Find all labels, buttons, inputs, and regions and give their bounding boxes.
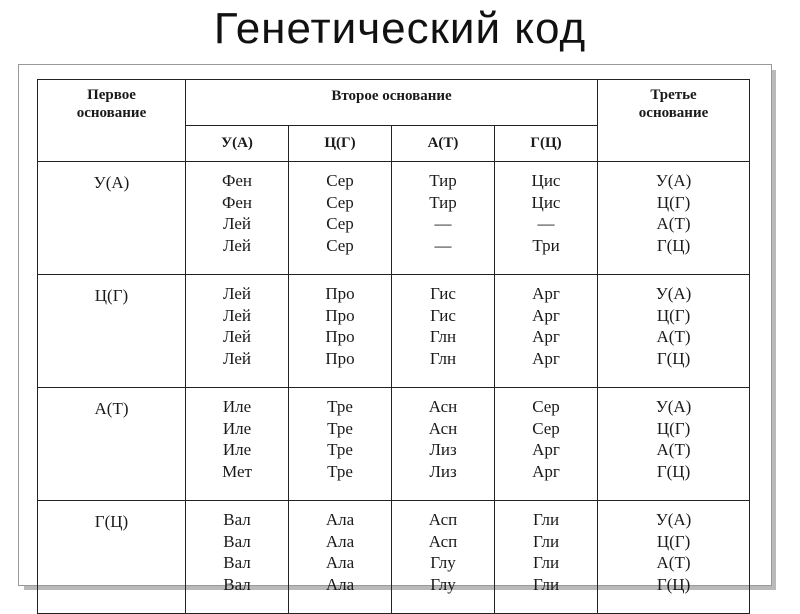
third-base: Ц(Г) bbox=[656, 305, 691, 325]
amino-acid: Арг bbox=[532, 440, 560, 459]
amino-acid: Лей bbox=[222, 327, 252, 346]
amino-acid: Арг bbox=[532, 327, 560, 346]
amino-acid: Асп bbox=[428, 510, 458, 529]
third-base: Ц(Г) bbox=[656, 531, 691, 551]
amino-acid: Глн bbox=[429, 348, 457, 368]
amino-acid-cell bbox=[186, 275, 289, 388]
amino-acid: — bbox=[434, 214, 452, 233]
table-row bbox=[38, 162, 750, 275]
amino-acid: Гли bbox=[532, 531, 560, 551]
first-base-cell: А(Т) bbox=[38, 388, 186, 501]
amino-acid: Асп bbox=[428, 531, 458, 551]
amino-acid-cell bbox=[392, 388, 495, 501]
amino-acid: Мет bbox=[222, 461, 252, 481]
amino-acid: Сер bbox=[532, 418, 560, 438]
genetic-code-table bbox=[37, 79, 750, 614]
amino-acid: Тре bbox=[327, 418, 353, 438]
third-base: А(Т) bbox=[656, 553, 691, 572]
amino-acid: Вал bbox=[223, 553, 251, 572]
third-base: У(А) bbox=[655, 171, 692, 190]
amino-acid: Про bbox=[325, 327, 355, 346]
amino-acid-cell bbox=[495, 388, 598, 501]
amino-acid: Гли bbox=[532, 510, 560, 529]
third-base: Ц(Г) bbox=[656, 192, 691, 212]
amino-acid: Фен bbox=[221, 171, 253, 190]
header-third-base: Третье основание bbox=[598, 80, 750, 162]
amino-acid: Тре bbox=[327, 397, 353, 416]
amino-acid: Гли bbox=[532, 574, 560, 594]
third-base: Г(Ц) bbox=[656, 348, 691, 368]
amino-acid-cell bbox=[289, 501, 392, 614]
amino-acid: Лей bbox=[222, 305, 252, 325]
amino-acid: Цис bbox=[531, 171, 561, 190]
first-base-cell: Ц(Г) bbox=[38, 275, 186, 388]
second-base-col-2: Ц(Г) bbox=[289, 126, 392, 162]
amino-acid: Глу bbox=[430, 574, 456, 594]
third-base-cell bbox=[598, 388, 750, 501]
amino-acid: Сер bbox=[326, 192, 354, 212]
amino-acid: — bbox=[434, 235, 452, 255]
amino-acid-cell bbox=[392, 501, 495, 614]
amino-acid: Тре bbox=[327, 461, 353, 481]
amino-acid: Вал bbox=[223, 510, 251, 529]
amino-acid-cell bbox=[186, 162, 289, 275]
header-first-base: Первое основание bbox=[38, 80, 186, 162]
amino-acid: Иле bbox=[222, 418, 252, 438]
table-row bbox=[38, 275, 750, 388]
amino-acid: Лиз bbox=[429, 440, 457, 459]
third-base-cell bbox=[598, 275, 750, 388]
amino-acid: Ала bbox=[325, 574, 355, 594]
amino-acid-cell bbox=[289, 162, 392, 275]
third-base: А(Т) bbox=[656, 327, 691, 346]
amino-acid: Тре bbox=[327, 440, 353, 459]
third-base: У(А) bbox=[655, 284, 692, 303]
amino-acid: Про bbox=[325, 305, 355, 325]
amino-acid: Асн bbox=[428, 397, 458, 416]
amino-acid: Гис bbox=[430, 305, 456, 325]
amino-acid: Ала bbox=[325, 553, 355, 572]
amino-acid: Сер bbox=[326, 214, 354, 233]
amino-acid: Сер bbox=[326, 171, 354, 190]
second-base-col-4: Г(Ц) bbox=[495, 126, 598, 162]
amino-acid: Сер bbox=[532, 397, 560, 416]
amino-acid-cell bbox=[495, 275, 598, 388]
amino-acid: Глу bbox=[430, 553, 456, 572]
header-second-base: Второе основание bbox=[186, 80, 598, 126]
amino-acid: Тир bbox=[429, 171, 457, 190]
third-base: Г(Ц) bbox=[656, 574, 691, 594]
third-base: Ц(Г) bbox=[656, 418, 691, 438]
amino-acid-cell bbox=[392, 275, 495, 388]
amino-acid: Лей bbox=[222, 235, 252, 255]
amino-acid: Арг bbox=[532, 348, 560, 368]
second-base-col-1: У(А) bbox=[186, 126, 289, 162]
amino-acid: Тир bbox=[429, 192, 457, 212]
third-base: А(Т) bbox=[656, 440, 691, 459]
amino-acid: Гис bbox=[430, 284, 456, 303]
amino-acid: Три bbox=[532, 235, 560, 255]
amino-acid: Асн bbox=[428, 418, 458, 438]
amino-acid: Про bbox=[325, 348, 355, 368]
second-base-col-3: А(Т) bbox=[392, 126, 495, 162]
amino-acid-cell bbox=[495, 162, 598, 275]
amino-acid: Цис bbox=[531, 192, 561, 212]
amino-acid: Вал bbox=[223, 574, 251, 594]
third-base-cell bbox=[598, 162, 750, 275]
amino-acid: Иле bbox=[222, 440, 252, 459]
amino-acid-cell bbox=[186, 501, 289, 614]
amino-acid: Иле bbox=[222, 397, 252, 416]
amino-acid: Фен bbox=[221, 192, 253, 212]
amino-acid: Ала bbox=[325, 531, 355, 551]
third-base: А(Т) bbox=[656, 214, 691, 233]
page-title: Генетический код bbox=[213, 4, 587, 53]
amino-acid: Арг bbox=[532, 461, 560, 481]
amino-acid: Арг bbox=[532, 284, 560, 303]
table-row bbox=[38, 388, 750, 501]
amino-acid: Лиз bbox=[429, 461, 457, 481]
third-base: Г(Ц) bbox=[656, 235, 691, 255]
amino-acid: — bbox=[537, 214, 555, 233]
amino-acid: Арг bbox=[532, 305, 560, 325]
third-base-cell bbox=[598, 501, 750, 614]
table-row bbox=[38, 501, 750, 614]
amino-acid-cell bbox=[392, 162, 495, 275]
amino-acid: Глн bbox=[429, 327, 457, 346]
amino-acid: Сер bbox=[326, 235, 354, 255]
amino-acid-cell bbox=[289, 275, 392, 388]
first-base-cell: У(А) bbox=[38, 162, 186, 275]
amino-acid: Гли bbox=[532, 553, 560, 572]
amino-acid: Про bbox=[325, 284, 355, 303]
amino-acid: Лей bbox=[222, 348, 252, 368]
amino-acid: Ала bbox=[325, 510, 355, 529]
amino-acid-cell bbox=[186, 388, 289, 501]
amino-acid: Лей bbox=[222, 284, 252, 303]
third-base: Г(Ц) bbox=[656, 461, 691, 481]
amino-acid: Вал bbox=[223, 531, 251, 551]
first-base-cell: Г(Ц) bbox=[38, 501, 186, 614]
third-base: У(А) bbox=[655, 510, 692, 529]
amino-acid-cell bbox=[289, 388, 392, 501]
amino-acid: Лей bbox=[222, 214, 252, 233]
amino-acid-cell bbox=[495, 501, 598, 614]
third-base: У(А) bbox=[655, 397, 692, 416]
table-sheet bbox=[18, 64, 772, 594]
